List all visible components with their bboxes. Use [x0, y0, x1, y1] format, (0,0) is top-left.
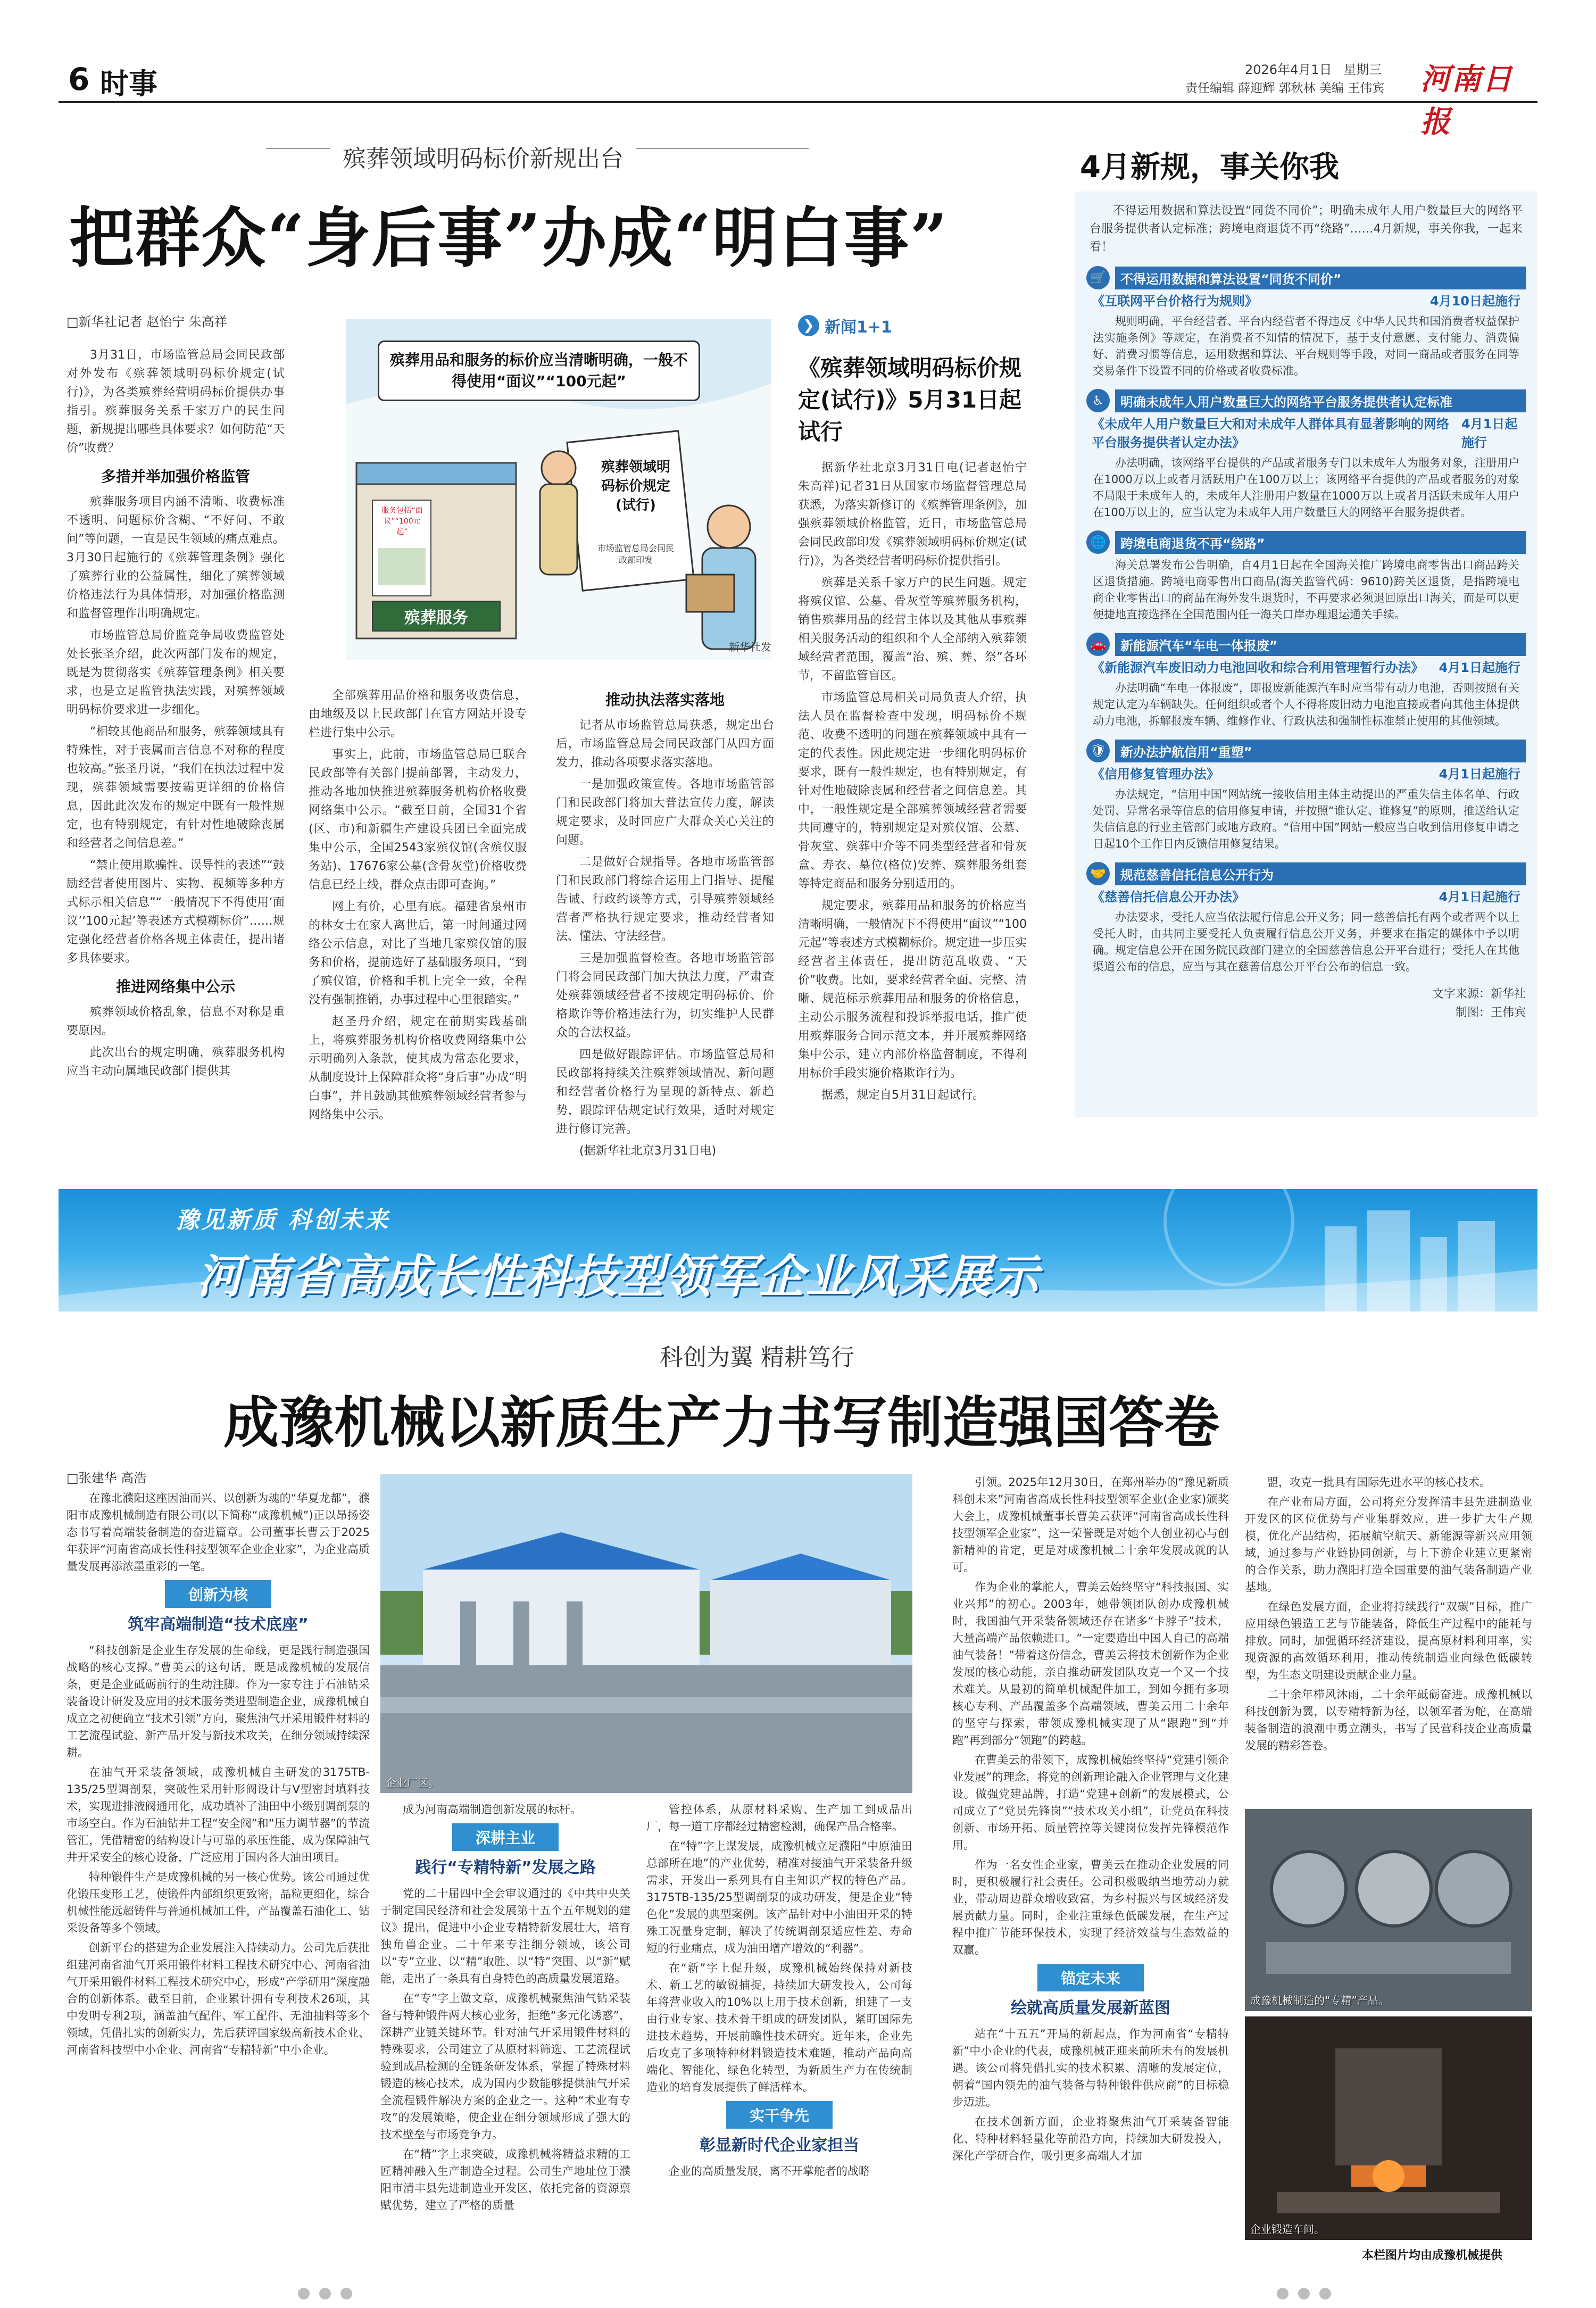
lead-headline: 把群众“身后事”办成“明白事”	[69, 200, 949, 276]
section-subhead: 多措并举加强价格监管	[101, 468, 250, 485]
illustration-small-sign: 服务包括“面议”“100元起”	[381, 507, 423, 536]
paragraph: 二是做好合规指导。各地市场监管部门和民政部门将综合运用上门指导、提醒告诫、行政约谈等方式，引导殡葬领域经营者严格执行规定要求，推动经营者知法、懂法、守法经营。	[556, 856, 774, 943]
paragraph: 殡葬服务项目内涵不清晰、收费标准不透明、问题标价含糊、“不好问、不敢问”等问题，一直是民生领域的痛点难点。3月30日起施行的《殡葬管理条例》强化了殡葬行业的公益属性，细化了殡葬领域价格违法行为具体情形，对加强价格监测和监督管理作出明确规定。	[66, 495, 285, 620]
rule-item-header	[1086, 862, 1526, 885]
feature-main-photo	[380, 1474, 912, 1793]
paragraph: 三是加强监督检查。各地市场监管部门将会同民政部门加大执法力度，严肃查处殡葬领域经营者不按规定明码标价、价格欺诈等价格违法行为，切实维护人民群众的合法权益。	[556, 952, 774, 1040]
paragraph: “相较其他商品和服务，殡葬领域具有特殊性，对于丧属而言信息不对称的程度也较高。”张圣丹说，“我们在执法过程中发现，殡葬领域需要按霸更详细的价格信息，因此此次发布的规定中既有一般性规定，也有特别规定，有针对性地破除丧属和经营者之间信息差。”	[66, 725, 285, 850]
illustration-credit: 新华社发	[729, 641, 771, 653]
rule-law-name: 《信用修复管理办法》	[1092, 767, 1219, 782]
rule-item-body: 规则明确，平台经营者、平台内经营者不得违反《中华人民共和国消费者权益保护法实施条例》等规定，在消费者不知情的情况下，基于支付意愿、支付能力、消费偏好、消费习惯等信息，运用数据和算法、平台规则等手段，对同一商品或者服务在同等交易条件下设置不同的价格或者收费标准。	[1093, 315, 1519, 377]
paragraph: 在“特”字上谋发展，成豫机械立足濮阳“中原油田总部所在地”的产业优势，精准对接油气开采装备升级需求，开发出一系列具有自主知识产权的特色产品。3175TB-135/25型调剖泵的成功研发，便是企业“特色化”发展的典型案例。该产品针对中小油田开采的特殊工况量身定制，解决了传统调剖泵适应性差、寿命短的行业痛点，成为油田增产增效的“利器”。	[646, 1840, 912, 1955]
paragraph: 企业的高质量发展，离不开掌舵者的战略	[669, 2165, 870, 2178]
feature-photo-products	[1245, 1809, 1532, 2011]
paragraph: 特种锻件生产是成豫机械的另一核心优势。该公司通过优化锻压变形工艺，使锻件内部组织更致密，晶粒更细化，综合机械性能远超铸件与普通机械加工件，产品覆盖石油化工、钻采设备等多个领域。	[66, 1871, 370, 1935]
rule-item-header	[1086, 266, 1526, 289]
products-photo-caption: 成豫机械制造的“专精”产品。	[1250, 1994, 1389, 2007]
page-number: 6	[68, 61, 90, 97]
rules-list	[1075, 266, 1537, 979]
section-badge: 创新为核	[165, 1580, 271, 1608]
rules-panel	[1075, 192, 1537, 1117]
header-rule	[59, 101, 1537, 103]
paragraph: 创新平台的搭建为企业发展注入持续动力。公司先后获批组建河南省油气开采用锻件材料工程技术研究中心、河南省油气开采用锻件材料工程技术研究中心，形成“产学研用”深度融合的创新体系。截至目前，企业累计拥有专利技术26项，其中发明专利2项，涵盖油气配件、军工配件、无油抽料等多个领域，凭借扎实的创新实力，先后获评国家级高新技术企业、河南省科技型中小企业、河南省“专精特新”中小企业。	[66, 1941, 370, 2056]
editors-line: 责任编辑 薛迎辉 郭秋林 美编 王伟宾	[1185, 81, 1385, 95]
rule-effective-date: 4月1日起施行	[1439, 890, 1520, 904]
workshop-photo-svg	[1245, 2016, 1532, 2240]
products-photo-svg	[1245, 1809, 1532, 2011]
paragraph: 一是加强政策宣传。各地市场监管部门和民政部门将加大普法宣传力度，解读规定要求，及时回应广大群众关心关注的问题。	[556, 778, 774, 847]
masthead-logo: 河南日报	[1420, 62, 1513, 139]
rule-item-header	[1086, 739, 1526, 762]
paragraph: 在豫北濮阳这座因油而兴、以创新为魂的“华夏龙都”，濮阳市成豫机械制造有限公司(以下简称“成豫机械”)正以昂扬姿态书写着高端装备制造的奋进篇章。公司董事长曹云于2025年获评“河南省高成长性科技型领军企业企业家”，为企业高质量发展再添浓墨重彩的一笔。	[66, 1492, 370, 1573]
section-subhead: 推动执法落实落地	[605, 691, 725, 709]
weekday-text: 星期三	[1343, 62, 1382, 77]
rule-item-law-line	[1086, 412, 1526, 452]
feature-col3	[646, 1801, 912, 2274]
section-badge-subtitle: 筑牢高端制造“技术底座”	[128, 1615, 309, 1634]
section-subhead: 推进网络集中公示	[115, 978, 235, 995]
globe-icon: 🌐	[1086, 530, 1110, 554]
paragraph: 党的二十届四中全会审议通过的《中共中央关于制定国民经济和社会发展第十五个五年规划的建议》提出，促进中小企业专精特新发展壮大，培育独角兽企业。二十年来专注细分领域，该公司以“专”立业、以“精”取胜、以“特”突围、以“新”赋能，走出了一条具有自身特色的高质量发展道路。	[380, 1887, 630, 1985]
decor-dot	[1277, 2288, 1289, 2299]
feature-col5	[1245, 1474, 1532, 1804]
paragraph: 盟，攻克一批具有国际先进水平的核心技术。	[1267, 1476, 1491, 1489]
rule-item-body: 办法明确，该网络平台提供的产品或者服务专门以未成年人为服务对象，注册用户在1000万以上或者月活跃用户在100万以上；该网络平台提供的产品或者服务的对象不局限于未成年人的，未成年人注册用户数量在1000万以上或者月活跃未成年人用户在100万以上的，应当认定为未成年人用户数量巨大的网络平台服务提供者。	[1093, 456, 1519, 519]
rule-item-law-line	[1086, 762, 1526, 783]
feature-kicker: 科创为翼 精耕笃行	[660, 1344, 854, 1371]
rules-credit: 制图：王伟宾	[1455, 1006, 1526, 1019]
handshake-icon: 🤝	[1086, 862, 1110, 885]
side-headline: 《殡葬领域明码标价规定(试行)》5月31日起试行	[798, 355, 1022, 445]
paragraph: 成为河南高端制造创新发展的标杆。	[403, 1803, 581, 1816]
rule-item	[1086, 266, 1526, 384]
paragraph: 二十余年栉风沐雨，二十余年砥砺奋进。成豫机械以科技创新为翼，以专精特新为径，以领军者为舵，在高端装备制造的浪潮中勇立潮头，书写了民营科技企业高质量发展的精彩答卷。	[1245, 1688, 1532, 1752]
lead-byline: □新华社记者 赵怡宁 朱高祥	[66, 314, 227, 329]
decor-dot	[298, 2288, 310, 2299]
rule-item-header	[1086, 530, 1526, 554]
rule-law-name: 《未成年人用户数量巨大和对未成年人群体具有显著影响的网络平台服务提供者认定办法》	[1092, 417, 1449, 450]
rule-item-body: 办法要求，受托人应当依法履行信息公开义务；同一慈善信托有两个或者两个以上受托人时，由共同主要受托人负责履行信息公开义务，并要求在指定的媒体中予以明确。规定信息公开在国务院民政部门建立的全国慈善信息公开平台进行；受托人在其他渠道公布的信息，应当与其在慈善信息公开平台公布的信息一致。	[1093, 911, 1519, 973]
decor-dot	[340, 2288, 352, 2299]
paragraph: 作为一名女性企业家，曹美云在推动企业发展的同时，更积极履行社会责任。公司积极吸纳当地劳动力就业，带动周边群众增收致富，为乡村振兴与区域经济发展贡献力量。同时，企业注重绿色低碳发展，在生产过程中推广节能环保技术，实现了经济效益与生态效益的双赢。	[952, 1858, 1229, 1956]
section-badge-subtitle: 绘就高质量发展新蓝图	[1011, 1999, 1170, 2018]
paragraph: (据新华社北京3月31日电)	[579, 1144, 717, 1158]
side-tag-text: 新闻1+1	[825, 318, 892, 337]
rule-item-body: 海关总署发布公告明确，自4月1日起在全国海关推广跨境电商零售出口商品跨关区退货措施。跨境电商零售出口商品(海关监管代码：9610)跨关区退货，是指跨境电商企业零售出口的商品在海外发生退货时，不再要求必须退回原出口海关，而是可以更便捷地直接选择在全国范围内任一海关口岸办理退运通关手续。	[1093, 559, 1519, 621]
rule-item-title: 新能源汽车“车电一体报废”	[1115, 633, 1526, 656]
illustration-shop-sign: 殡葬服务	[404, 609, 468, 627]
side-paragraph: 殡葬是关系千家万户的民生问题。规定将殡仪馆、公墓、骨灰堂等殡葬服务机构，销售殡葬用品的经营主体以及其他从事殡葬相关服务活动的组织和个人全部纳入殡葬领域经营者范围，覆盖“治、殡、葬、祭”各环节，不留监管盲区。	[798, 576, 1027, 683]
paragraph: 在“专”字上做文章，成豫机械聚焦油气钻采装备与特种锻件两大核心业务，拒绝“多元化诱惑”，深耕产业链关键环节。针对油气开采用锻件材料的特殊要求，公司建立了从原材料筛选、工艺流程试验到成品检测的全链条研发体系，掌握了特殊材料锻造的核心技术，成为国内少数能够提供油气开采全流程锻件解决方案的企业之一。这种“术业有专攻”的发展策略，使企业在细分领域形成了强大的技术壁垒与市场竞争力。	[380, 1992, 630, 2141]
section-badge-group	[952, 1964, 1229, 2018]
section-badge-subtitle: 彰显新时代企业家担当	[700, 2136, 859, 2155]
rules-footer	[1075, 985, 1537, 1001]
paragraph: 此次出台的规定明确，殡葬服务机构应当主动向属地民政部门提供其	[66, 1046, 285, 1078]
feature-col1	[66, 1490, 370, 2272]
footer-dots-right	[1277, 2288, 1331, 2299]
paragraph: 站在“十五五”开局的新起点，作为河南省“专精特新”中小企业的代表，成豫机械正迎来前所未有的发展机遇。该公司将凭借扎实的技术积累、清晰的发展定位，朝着“国内领先的油气装备与特种锻件供应商”的目标稳步迈进。	[952, 2028, 1229, 2108]
footer-dots-left	[298, 2288, 352, 2299]
car-icon: 🚗	[1086, 633, 1110, 656]
section-badge-group	[66, 1580, 370, 1634]
paragraph: 事实上，此前，市场监管总局已联合民政部等有关部门提前部署，主动发力，推动各地加快推进殡葬服务机构价格收费网络集中公示。“截至目前，全国31个省(区、市)和新疆生产建设兵团已全面完成集中公示，全国2543家殡仪馆(含殡仪服务站)、17676家公墓(含骨灰堂)价格收费信息已经上线，群众点击即可查询。”	[309, 748, 527, 892]
main-photo-caption: 企业厂区。	[386, 1776, 439, 1789]
paragraph: 全部殡葬用品价格和服务收费信息，由地级及以上民政部门在官方网站开设专栏进行集中公示。	[309, 689, 527, 740]
section-badge: 实干争先	[726, 2101, 833, 2129]
feature-photo-credit: 本栏图片均由成豫机械提供	[1362, 2249, 1503, 2262]
feature-banner	[59, 1189, 1537, 1311]
rule-item-law-line	[1086, 885, 1526, 906]
rule-effective-date: 4月1日起施行	[1439, 767, 1520, 782]
side-body	[798, 459, 1027, 1124]
side-paragraph: 据悉，规定自5月31日起试行。	[821, 1089, 984, 1102]
shield-icon: 🛡	[1086, 739, 1110, 762]
section-badge-subtitle: 践行“专精特新”发展之路	[415, 1858, 596, 1877]
illustration-book-sub: 市场监管总局会同民政部印发	[597, 543, 674, 565]
page-header	[59, 56, 1537, 139]
factory-photo-svg	[380, 1474, 912, 1793]
shopping-cart-icon: 🛒	[1086, 266, 1110, 289]
side-paragraph: 规定要求，殡葬用品和服务的价格应当清晰明确，一般情况下不得使用“面议”“100元起”等表述方式模糊标价。规定进一步压实经营者主体责任，提出防范乱收费、“天价”收费。比如，要求经营者全面、完整、清晰、规范标示殡葬用品和服务的价格信息，主动公示服务流程和投诉举报电话，推广使用殡葬服务合同示范文本，并开展殡葬网络集中公示，建立内部价格监督制度，不得利用标价手段实施价格欺诈行为。	[798, 899, 1027, 1080]
paragraph: 在“新”字上促升级，成豫机械始终保持对新技术、新工艺的敏锐捕捉，持续加大研发投入，公司每年将营业收入的10%以上用于技术创新，组建了一支由行业专家、技术骨干组成的研发团队，紧盯国际先进技术趋势，开展前瞻性技术研究。近年来，企业先后攻克了多项特种材料锻造技术难题，推动产品向高端化、智能化、绿色化转型，为新质生产力在传统制造业的培育发展提供了鲜活样本。	[646, 1962, 912, 2094]
lead-illustration	[346, 319, 771, 660]
decor-dot	[319, 2288, 331, 2299]
section-badge: 锚定未来	[1037, 1964, 1144, 1991]
feature-col2	[380, 1801, 630, 2274]
rule-item-header	[1086, 389, 1526, 412]
rule-item-body: 办法明确“车电一体报废”，即报废新能源汽车时应当带有动力电池，否则按照有关规定认定为车辆缺失。任何组织或者个人不得将废旧动力电池直接或者向其他主体提供动力电池，拆解报废车辆、维修作业、行政执法和强制性标准禁止使用的其他领域。	[1093, 682, 1519, 727]
rule-item-body: 办法规定，“信用中国”网站统一接收信用主体主动提出的严重失信主体名单、行政处罚、异常名录等信息的信用修复申请，并按照“谁认定、谁修复”的原则，推送给认定失信信息的行业主管部门或地方政府。“信用中国”网站一般应当自收到信用修复申请之日起10个工作日内反馈信用修复结果。	[1093, 788, 1519, 850]
rules-source: 文字来源：新华社	[1432, 987, 1526, 1001]
lead-col1	[66, 346, 285, 1186]
side-paragraph: 市场监管总局相关司局负责人介绍，执法人员在监督检查中发现，明码标价不规范、收费不透明的问题在殡葬领域中具有一定的代表性。因此规定进一步细化明码标价要求，既有一般性规定，也有特别规定，有针对性地破除丧属和经营者之间信息差。其中，一般性规定是全部殡葬领域经营者需要共同遵守的，特别规定是对殡仪馆、公墓、骨灰堂、殡葬中介等不同类型经营者和骨灰盒、寿衣、墓位(格位)安葬、殡葬服务组套等特定商品和服务分别适用的。	[798, 691, 1027, 891]
rule-item	[1086, 633, 1526, 734]
paragraph: 殡葬领域价格乱象，信息不对称是重要原因。	[66, 1006, 285, 1037]
side-tag	[798, 314, 1027, 337]
rule-item-title: 明确未成年人用户数量巨大的网络平台服务提供者认定标准	[1115, 389, 1526, 412]
decor-dot	[1298, 2288, 1310, 2299]
illustration-bubble: 殡葬用品和服务的标价应当清晰明确，一般不得使用“面议”“100元起”	[378, 341, 700, 401]
section-badge-group	[380, 1823, 630, 1878]
decor-dot	[1319, 2288, 1331, 2299]
rule-item-law-line	[1086, 656, 1526, 677]
feature-photo-workshop	[1245, 2016, 1532, 2240]
arrow-right-icon: ❯	[798, 315, 819, 336]
rule-item-title: 不得运用数据和算法设置“同货不同价”	[1115, 267, 1526, 289]
rule-item-title: 新办法护航信用“重塑”	[1115, 740, 1526, 762]
side-news	[798, 314, 1027, 1112]
paragraph: 四是做好跟踪评估。市场监管总局和民政部将持续关注殡葬领域情况、新问题和经营者价格行为呈现的新特点、新趋势，跟踪评估规定试行效果，适时对规定进行修订完善。	[556, 1048, 774, 1136]
rule-item	[1086, 530, 1526, 627]
paragraph: 管控体系，从原材料采购、生产加工到成品出厂，每一道工序都经过精密检测，确保产品合格率。	[646, 1803, 912, 1833]
feature-headline: 成豫机械以新质生产力书写制造强国答卷	[223, 1390, 1220, 1455]
rule-effective-date: 4月1日起施行	[1461, 417, 1518, 450]
illustration-book-title: 殡葬领域明码标价规定(试行)	[601, 459, 670, 513]
rule-item-header	[1086, 633, 1526, 656]
rule-law-name: 《新能源汽车废旧动力电池回收和综合利用管理暂行办法》	[1092, 660, 1424, 675]
rule-effective-date: 4月10日起施行	[1429, 294, 1520, 309]
paragraph: 在绿色发展方面，企业将持续践行“双碳”目标，推广应用绿色锻造工艺与节能装备，降低生产过程中的能耗与排放。同时，加强循环经济建设，提高原材料利用率，实现资源的高效循环利用，推动传统制造业向绿色低碳转型，为生态文明建设贡献企业力量。	[1245, 1600, 1532, 1681]
issue-date	[1245, 59, 1382, 78]
section-badge-group	[646, 2101, 912, 2155]
paragraph: 在曹美云的带领下，成豫机械始终坚持“党建引领企业发展”的理念，将党的创新理论融入企业管理与文化建设。做强党建品牌，打造“党建+创新”的发展模式，公司成立了“党员先锋岗”“技术攻关小组”，让党员在科技创新、市场开拓、质量管控等关键岗位发挥先锋模范作用。	[952, 1754, 1229, 1852]
rule-item	[1086, 862, 1526, 979]
section-name: 时事	[100, 67, 157, 101]
banner-slogan: 豫见新质 科创未来	[176, 1207, 390, 1234]
feature-byline: □张建华 高浩	[66, 1471, 147, 1485]
rule-item	[1086, 739, 1526, 857]
rules-panel-title: 4月新规，事关你我	[1080, 150, 1339, 185]
section-badge: 深耕主业	[452, 1823, 559, 1851]
paragraph: 记者从市场监管总局获悉，规定出台后，市场监管总局会同民政部门从四方面发力，推动各项要求落实落地。	[556, 719, 774, 769]
paragraph: 在油气开采装备领域，成豫机械自主研发的3175TB-135/25型调剖泵，突破性采用针形阀设计与V型密封填料技术，实现进排液阀通用化，成功填补了油田中小级别调剖泵的市场空白。作为石油钻井工程“安全阀”和“压力调节器”的节流管汇，凭借精密的结构设计与可靠的承压性能，成为保障油气井开采安全的核心设备，广泛应用于国内各大油田项目。	[66, 1766, 370, 1864]
rule-law-name: 《慈善信托信息公开办法》	[1092, 890, 1245, 904]
paragraph: 市场监管总局价监竞争局收费监管处处长张圣介绍，此次两部门发布的规定，既是为贯彻落实《殡葬管理条例》相关要求，也是立足监管执法实践，对殡葬领域明码标价要求进一步细化。	[66, 629, 285, 717]
paragraph: 引领。2025年12月30日，在郑州举办的“豫见新质 科创未来”河南省高成长性科技型领军企业(企业家)颁奖大会上，成豫机械董事长曹美云获评“河南省高成长性科技型领军企业家”，这一荣誉既是对她个人创业初心与创新精神的肯定，更是对成豫机械二十余年发展成就的认可。	[952, 1476, 1229, 1574]
paragraph: 网上有价，心里有底。福建省泉州市的林女士在家人离世后，第一时间通过网络公示信息，对比了当地几家殡仪馆的服务和价格，提前选好了基础服务项目，“到了殡仪馆，价格和手机上完全一致，全程没有强制推销，办事过程中心里很踏实。”	[309, 900, 527, 1007]
rule-effective-date: 4月1日起施行	[1439, 660, 1520, 675]
banner-title: 河南省高成长性科技型领军企业风采展示	[197, 1250, 1040, 1304]
paragraph: “禁止使用欺骗性、误导性的表述”“鼓励经营者使用图片、实物、视频等多种方式标示相关信息”“一般情况下不得使用‘面议’‘100元起’等表述方式模糊标价”……规定强化经营者价格各规主体责任，提出诸多具体要求。	[66, 859, 285, 965]
paragraph: 在“精”字上求突破，成豫机械将精益求精的工匠精神融入生产制造全过程。公司生产地址位于濮阳市清丰县先进制造业开发区，依托完备的资源禀赋优势，建立了严格的质量	[380, 2148, 630, 2212]
child-icon: ♿	[1086, 389, 1110, 412]
rule-item-title: 规范慈善信托信息公开行为	[1115, 862, 1526, 885]
rule-item-title: 跨境电商退货不再“绕路”	[1115, 531, 1526, 554]
lead-kicker: 殡葬领域明码标价新规出台	[330, 139, 636, 173]
feature-col4	[952, 1474, 1229, 2272]
paragraph: “科技创新是企业生存发展的生命线，更是践行制造强国战略的核心支撑。”曹美云的这句话，既是成豫机械的发展信条，更是企业砥砺前行的生动注脚。作为一家专注于石油钻采装备设计研发及应用的技术服务类进型制造企业，成豫机械自成立之初便确立“技术引领”方向，聚焦油气开采用锻件材料的工艺流程试验、新产品开发与新技术攻关，在细分领域持续深耕。	[66, 1644, 370, 1759]
rule-law-name: 《互联网平台价格行为规则》	[1092, 294, 1258, 309]
paragraph: 3月31日，市场监管总局会同民政部对外发布《殡葬领域明码标价规定(试行)》，为各类殡葬经营明码标价提供办事指引。殡葬服务关系千家万户的民生问题，新规提出哪些具体要求？如何防范“天价”收费？	[66, 348, 285, 455]
rule-item-law-line	[1086, 289, 1526, 310]
paragraph: 在产业布局方面，公司将充分发挥清丰县先进制造业开发区的区位优势与产业集群效应，进一步扩大生产规模，优化产品结构，拓展航空航天、新能源等新兴应用领域，通过参与产业链协同创新，与上下游企业建立更紧密的合作关系，助力濮阳打造全国重要的油气装备制造产业基地。	[1245, 1496, 1532, 1593]
workshop-photo-caption: 企业锻造车间。	[1250, 2223, 1325, 2236]
date-text: 2026年4月1日	[1245, 62, 1332, 77]
lead-col3	[556, 681, 774, 1192]
rule-item	[1086, 389, 1526, 525]
lead-col2	[309, 686, 527, 1186]
rules-intro: 不得运用数据和算法设置“同货不同价”；明确未成年人用户数量巨大的网络平台服务提供者认定标准；跨境电商退货不再“绕路”……4月新规，事关你我，一起来看！	[1090, 204, 1523, 254]
paragraph: 作为企业的掌舵人，曹美云始终坚守“科技报国、实业兴邦”的初心。2003年，她带领团队创办成豫机械时，我国油气开采装备领域还存在诸多“卡脖子”技术，大量高端产品依赖进口。“一定要造出中国人自己的高端油气装备！”带着这份信念，曹美云将技术创新作为企业发展的核心动能，亲自推动研发团队攻克一个又一个技术难关。从最初的简单机械配件加工，到如今拥有多项核心专利、产品覆盖多个高端领域，曹美云用二十余年的坚守与探索，带领成豫机械实现了从“跟跑”到“并跑”再到部分“领跑”的跨越。	[952, 1581, 1229, 1747]
paragraph: 赵圣丹介绍，规定在前期实践基础上，将殡葬服务机构价格收费网络集中公示明确列入条款，使其成为常态化要求，从制度设计上保障群众将“身后事”办成“明白事”，并且鼓励其他殡葬领域经营者参与网络集中公示。	[309, 1015, 527, 1122]
paragraph: 在技术创新方面，企业将聚焦油气开采装备智能化、特种材料轻量化等前沿方向，持续加大研发投入，深化产学研合作，吸引更多高端人才加	[952, 2115, 1229, 2162]
side-paragraph: 据新华社北京3月31日电(记者赵怡宁 朱高祥)记者31日从国家市场监督管理总局获悉，为落实新修订的《殡葬管理条例》，加强殡葬领域价格监管，近日，市场监管总局会同民政部印发《殡葬领域明码标价规定(试行)》，为各类经营者明码标价提供指引。	[798, 461, 1027, 568]
